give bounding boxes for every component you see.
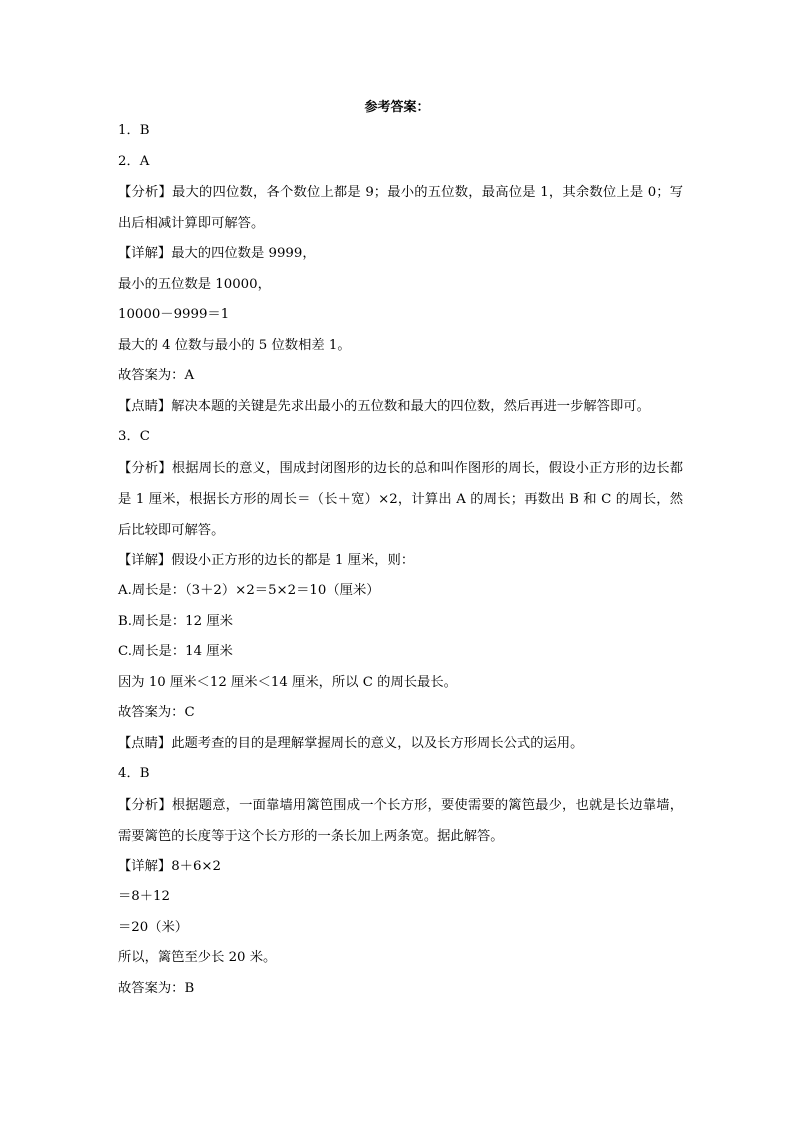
analysis-3	[118, 453, 683, 546]
detail-3	[118, 551, 683, 571]
analysis-4	[118, 790, 683, 852]
analysis-tag: 【分析】	[118, 460, 172, 476]
detail-4	[118, 857, 683, 877]
detail-line: 最小的五位数是 10000，	[118, 276, 271, 292]
detail-line: 因为 10 厘米＜12 厘米＜14 厘米，所以 C 的周长最长。	[118, 674, 457, 690]
analysis-text: 根据题意，一面靠墙用篱笆围成一个长方形，要使需要的篱笆最少，也就是长边靠墙，需要篱笆的长度等于这个长方形的一条长加上两条宽。据此解答。	[118, 797, 684, 844]
analysis-tag: 【分析】	[118, 185, 172, 200]
detail-2	[118, 244, 683, 264]
analysis-text: 最大的四位数，各个数位上都是 9；最小的五位数，最高位是 1，其余数位上是 0；写出后相减计算即可解答。	[118, 185, 683, 231]
comment-text: 此题考查的目的是理解掌握周长的意义，以及长方形周长公式的运用。	[171, 735, 584, 751]
page-title: 参考答案：	[364, 100, 430, 115]
detail-text: 假设小正方形的边长的都是 1 厘米，则：	[171, 552, 415, 568]
analysis-text: 根据周长的意义，围成封闭图形的边长的总和叫作图形的周长，假设小正方形的边长都是 1 厘米，根据长方形的周长＝（长＋宽）×2，计算出 A 的周长；再数出 B 和 C 的周长，然后比较即可解答。	[118, 460, 684, 538]
detail-tag: 【详解】	[118, 858, 172, 874]
analysis-tag: 【分析】	[118, 797, 172, 813]
detail-line: ＝8＋12	[118, 889, 170, 904]
comment-2	[118, 397, 683, 417]
detail-tag: 【详解】	[118, 552, 172, 568]
answer-content	[118, 121, 683, 1009]
detail-tag: 【详解】	[118, 246, 172, 261]
analysis-2	[118, 177, 683, 239]
detail-line: ＝20（米）	[118, 919, 189, 935]
answer-4: 4．B	[118, 766, 150, 781]
detail-line: 最大的 4 位数与最小的 5 位数相差 1。	[118, 337, 351, 353]
answer-3: 3．C	[118, 429, 150, 444]
detail-line: 所以，篱笆至少长 20 米。	[118, 950, 277, 965]
answer-statement: 故答案为：A	[118, 368, 195, 383]
answer-2: 2．A	[118, 153, 150, 169]
comment-tag: 【点睛】	[118, 735, 172, 751]
detail-line: A.周长是：（3＋2）×2＝5×2＝10（厘米）	[118, 583, 380, 598]
comment-tag: 【点睛】	[118, 398, 172, 414]
detail-line: B.周长是：12 厘米	[118, 613, 233, 629]
answer-statement: 故答案为：C	[118, 705, 195, 720]
comment-3	[118, 734, 683, 754]
answer-1: 1．B	[118, 123, 150, 138]
detail-text: 8＋6×2	[171, 858, 222, 874]
answer-statement: 故答案为：B	[118, 980, 195, 996]
detail-line: C.周长是：14 厘米	[118, 644, 233, 659]
comment-text: 解决本题的关键是先求出最小的五位数和最大的四位数，然后再进一步解答即可。	[171, 398, 650, 414]
detail-line: 10000－9999＝1	[118, 307, 230, 322]
detail-text: 最大的四位数是 9999，	[171, 246, 316, 261]
